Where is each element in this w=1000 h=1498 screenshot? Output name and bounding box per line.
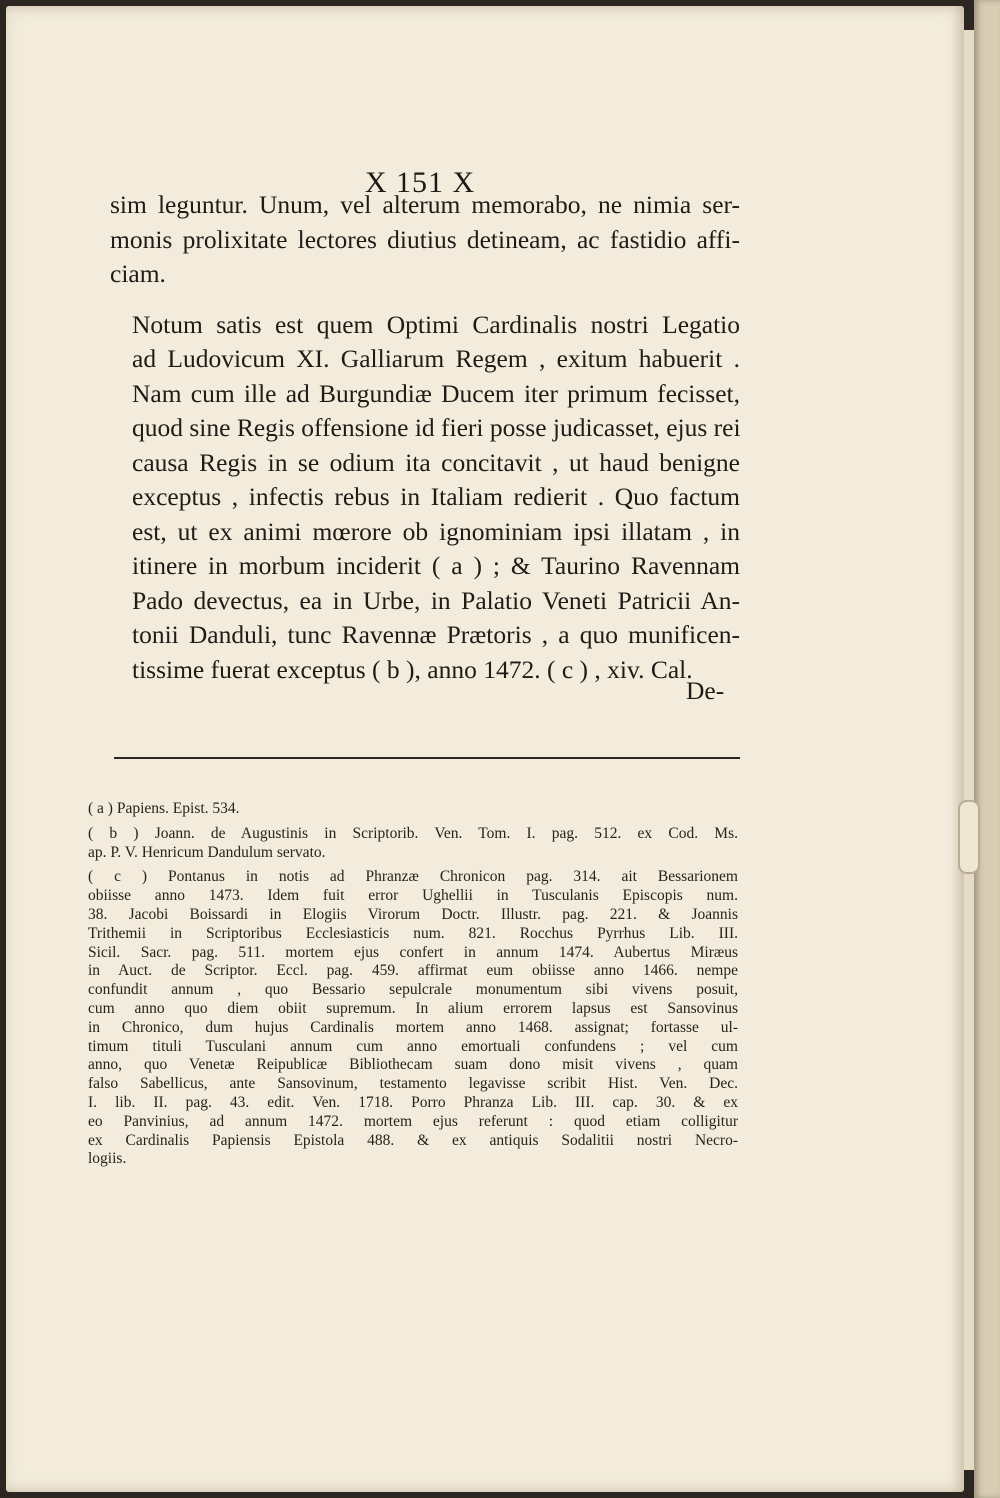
text-line: est, ut ex animi mœrore ob ignominiam ipsi illatam , in: [132, 516, 740, 546]
footnote-a: [88, 800, 738, 819]
text-line: Nam cum ille ad Burgundiæ Ducem iter primum fecisset,: [132, 378, 740, 408]
catchword: De-: [686, 676, 725, 705]
text-line: causa Regis in se odium ita concitavit , ut haud benigne: [132, 447, 740, 477]
footnote-line: in Auct. de Scriptor. Eccl. pag. 459. affirmat eum obiisse anno 1466. nempe: [88, 962, 738, 980]
footnote-line: I. lib. II. pag. 43. edit. Ven. 1718. Porro Phranza Lib. III. cap. 30. & ex: [88, 1093, 738, 1111]
footnote-b: [88, 825, 738, 863]
main-text: [110, 188, 740, 687]
footnote-line: falso Sabellicus, ante Sansovinum, testamento legavisse scribit Hist. Ven. Dec.: [88, 1075, 738, 1093]
footnote-line: ( a ) Papiens. Epist. 534.: [88, 800, 240, 817]
text-line: ciam.: [110, 259, 166, 288]
footnote-line: ex Cardinalis Papiensis Epistola 488. & ex antiquis Sodalitii nostri Necro-: [88, 1131, 738, 1149]
footnote-line: eo Panvinius, ad annum 1472. mortem ejus referunt : quod etiam colligitur: [88, 1112, 738, 1130]
page-header: X 151 X: [364, 166, 476, 199]
footnote-line: ( b ) Joann. de Augustinis in Scriptorib. Ven. Tom. I. pag. 512. ex Cod. Ms.: [88, 824, 738, 842]
text-line: sim leguntur. Unum, vel alterum memorabo, ne nimia ser-: [110, 190, 740, 219]
text-line: tonii Danduli, tunc Ravennæ Prætoris , a quo munificen-: [132, 620, 740, 649]
text-line: Notum satis est quem Optimi Cardinalis nostri Legatio: [132, 309, 740, 339]
footnote-rule: [114, 757, 740, 759]
footnote-line: Sicil. Sacr. pag. 511. mortem ejus confert in annum 1474. Aubertus Miræus: [88, 943, 738, 961]
footnote-line: Trithemii in Scriptoribus Ecclesiasticis num. 821. Rocchus Pyrrhus Lib. III.: [88, 924, 738, 942]
text-line: monis prolixitate lectores diutius detineam, ac fastidio affi-: [110, 224, 740, 254]
text-line: itinere in morbum inciderit ( a ) ; & Taurino Ravennam: [132, 551, 740, 580]
text-line: quod sine Regis offensione id fieri posse judicasset, ejus rei: [132, 413, 741, 442]
footnotes: [88, 800, 738, 1175]
footnote-line: obiisse anno 1473. Idem fuit error Ughellii in Tusculanis Episcopis num.: [88, 887, 738, 905]
text-line: tissime fuerat exceptus ( b ), anno 1472. ( c ) , xiv. Cal.: [132, 654, 693, 684]
text-line: Pado devectus, ea in Urbe, in Palatio Veneti Patricii An-: [132, 585, 740, 615]
text-line: ad Ludovicum XI. Galliarum Regem , exitum habuerit .: [132, 344, 740, 373]
footnote-line: ap. P. V. Henricum Dandulum servato.: [88, 843, 326, 861]
footnote-line: anno, quo Venetæ Reipublicæ Bibliothecam suam dono misit vivens , quam: [88, 1056, 738, 1074]
footnote-line: confundit annum , quo Bessario sepulcrale monumentum sibi vivens posuit,: [88, 981, 738, 999]
footnote-line: timum tituli Tusculani annum cum anno emortuali confundens ; vel cum: [88, 1037, 738, 1055]
footnote-line: 38. Jacobi Boissardi in Elogiis Virorum Doctr. Illustr. pag. 221. & Joannis: [88, 905, 738, 923]
footnote-line: logiis.: [88, 1150, 127, 1168]
footnote-line: cum anno quo diem obiit supremum. In alium errorem lapsus est Sansovinus: [88, 999, 738, 1017]
paragraph-2: [110, 308, 740, 688]
footnote-line: in Chronico, dum hujus Cardinalis mortem anno 1468. assignat; fortasse ul-: [88, 1018, 738, 1036]
page-tab-clip: [958, 800, 980, 874]
footnote-line: ( c ) Pontanus in notis ad Phranzæ Chronicon pag. 314. ait Bessarionem: [88, 868, 738, 886]
paragraph-1: [110, 188, 740, 292]
adjacent-page-edge: [974, 0, 1000, 1498]
text-line: exceptus , infectis rebus in Italiam redierit . Quo factum: [132, 482, 740, 511]
footnote-c: [88, 868, 738, 1169]
